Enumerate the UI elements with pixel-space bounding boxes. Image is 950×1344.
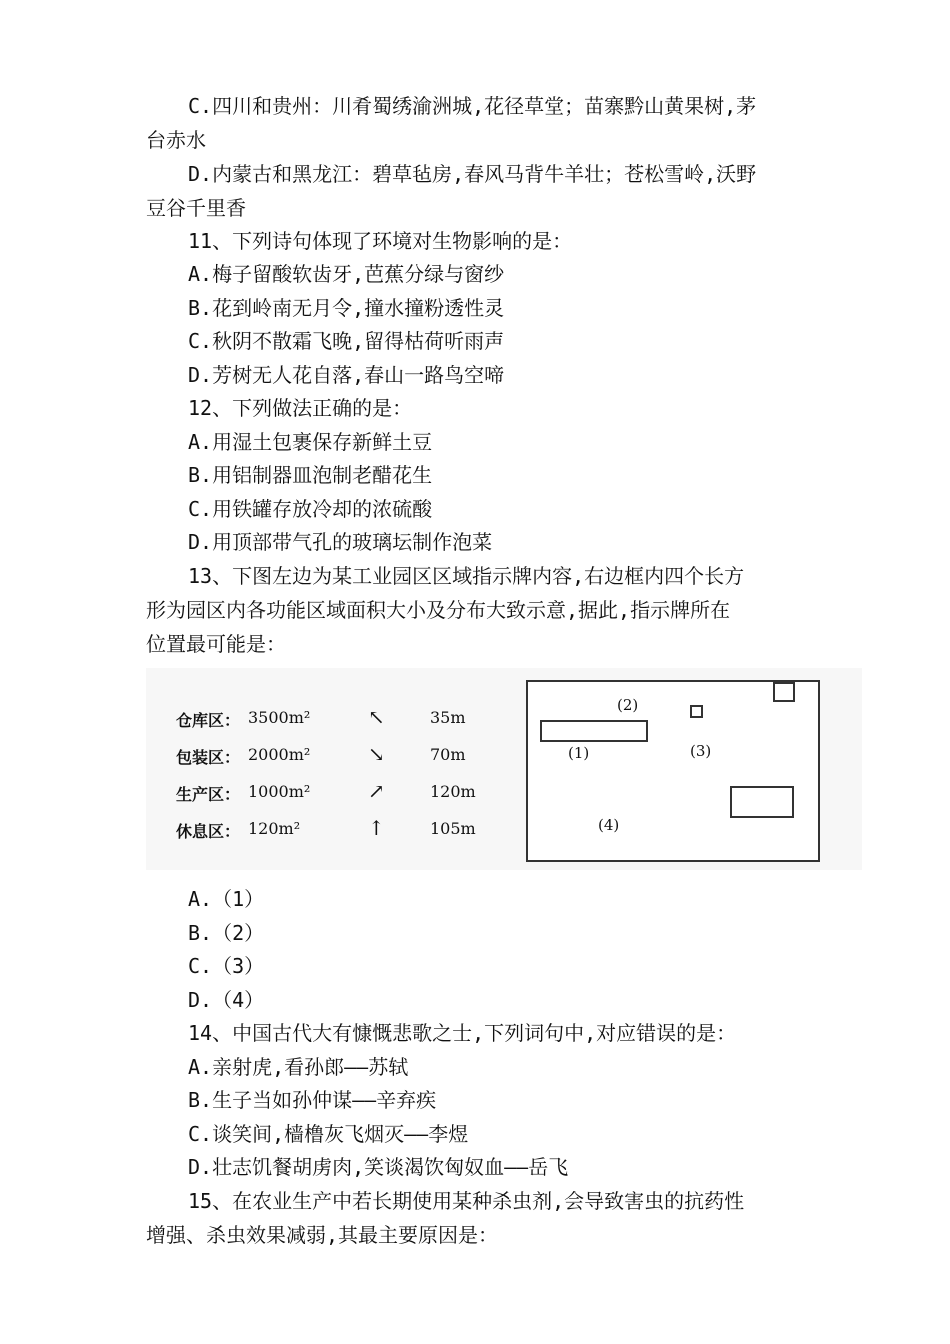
option-b: B.（2）: [188, 921, 265, 945]
arrow-north-icon: ↑: [368, 816, 385, 840]
text-line: 豆谷千里香: [146, 196, 246, 220]
question-12: 12、下列做法正确的是：: [188, 396, 413, 420]
map-label-2: (2): [617, 696, 639, 714]
option-b: B.用铝制器皿泡制老醋花生: [188, 463, 433, 487]
option-c: C.用铁罐存放冷却的浓硫酸: [188, 497, 433, 521]
arrow-northwest-icon: ↖: [368, 705, 385, 729]
option-c: C.谈笑间,樯橹灰飞烟灭——李煜: [188, 1122, 469, 1146]
sign-distance: 120m: [430, 782, 476, 801]
option-a: A.亲射虎,看孙郎——苏轼: [188, 1055, 409, 1079]
zone-rect-corner: [773, 682, 795, 702]
text-line: 形为园区内各功能区域面积大小及分布大致示意,据此,指示牌所在: [146, 598, 731, 622]
sign-distance: 35m: [430, 708, 466, 727]
zone-rect-medium: [730, 786, 794, 818]
option-a: A.梅子留酸软齿牙,芭蕉分绿与窗纱: [188, 262, 505, 286]
sign-zone: 生产区：: [176, 785, 241, 804]
text-line: D.内蒙古和黑龙江：碧草毡房,春风马背牛羊壮；苍松雪岭,沃野: [188, 162, 757, 186]
option-d: D.（4）: [188, 988, 265, 1012]
zone-rect-small: [690, 705, 703, 718]
map-label-1: (1): [568, 744, 590, 762]
text-line: 台赤水: [146, 128, 206, 152]
option-a: A.用湿土包裹保存新鲜土豆: [188, 430, 433, 454]
arrow-southeast-icon: ↘: [368, 742, 385, 766]
sign-area: 1000m²: [248, 782, 311, 801]
zone-rect-large: [540, 720, 648, 742]
sign-distance: 70m: [430, 745, 466, 764]
sign-area: 120m²: [248, 819, 301, 838]
option-d: D.芳树无人花自落,春山一路鸟空啼: [188, 363, 505, 387]
sign-area: 3500m²: [248, 708, 311, 727]
option-c: C.（3）: [188, 954, 265, 978]
question-13: 13、下图左边为某工业园区区域指示牌内容,右边框内四个长方: [188, 564, 745, 588]
sign-zone: 仓库区：: [176, 711, 241, 730]
option-c: C.秋阴不散霜飞晚,留得枯荷听雨声: [188, 329, 505, 353]
question-15: 15、在农业生产中若长期使用某种杀虫剂,会导致害虫的抗药性: [188, 1189, 745, 1213]
option-a: A.（1）: [188, 887, 265, 911]
sign-zone: 休息区：: [176, 822, 241, 841]
option-d: D.壮志饥餐胡虏肉,笑谈渴饮匈奴血——岳飞: [188, 1155, 569, 1179]
map-label-4: (4): [598, 816, 620, 834]
sign-zone: 包装区：: [176, 748, 241, 767]
question-14: 14、中国古代大有慷慨悲歌之士,下列词句中,对应错误的是：: [188, 1021, 737, 1045]
text-line: 增强、杀虫效果减弱,其最主要原因是：: [146, 1223, 499, 1247]
park-map: [526, 680, 820, 862]
text-line: C.四川和贵州：川肴蜀绣渝洲城,花径草堂；苗寨黔山黄果树,茅: [188, 94, 757, 118]
figure-zone-sign: [146, 668, 862, 870]
sign-area: 2000m²: [248, 745, 311, 764]
text-line: 位置最可能是：: [146, 632, 286, 656]
map-label-3: (3): [690, 742, 712, 760]
option-b: B.生子当如孙仲谋——辛弃疾: [188, 1088, 437, 1112]
sign-distance: 105m: [430, 819, 476, 838]
option-d: D.用顶部带气孔的玻璃坛制作泡菜: [188, 530, 493, 554]
arrow-northeast-icon: ↗: [368, 779, 385, 803]
question-11: 11、下列诗句体现了环境对生物影响的是：: [188, 229, 573, 253]
option-b: B.花到岭南无月令,撞水撞粉透性灵: [188, 296, 505, 320]
